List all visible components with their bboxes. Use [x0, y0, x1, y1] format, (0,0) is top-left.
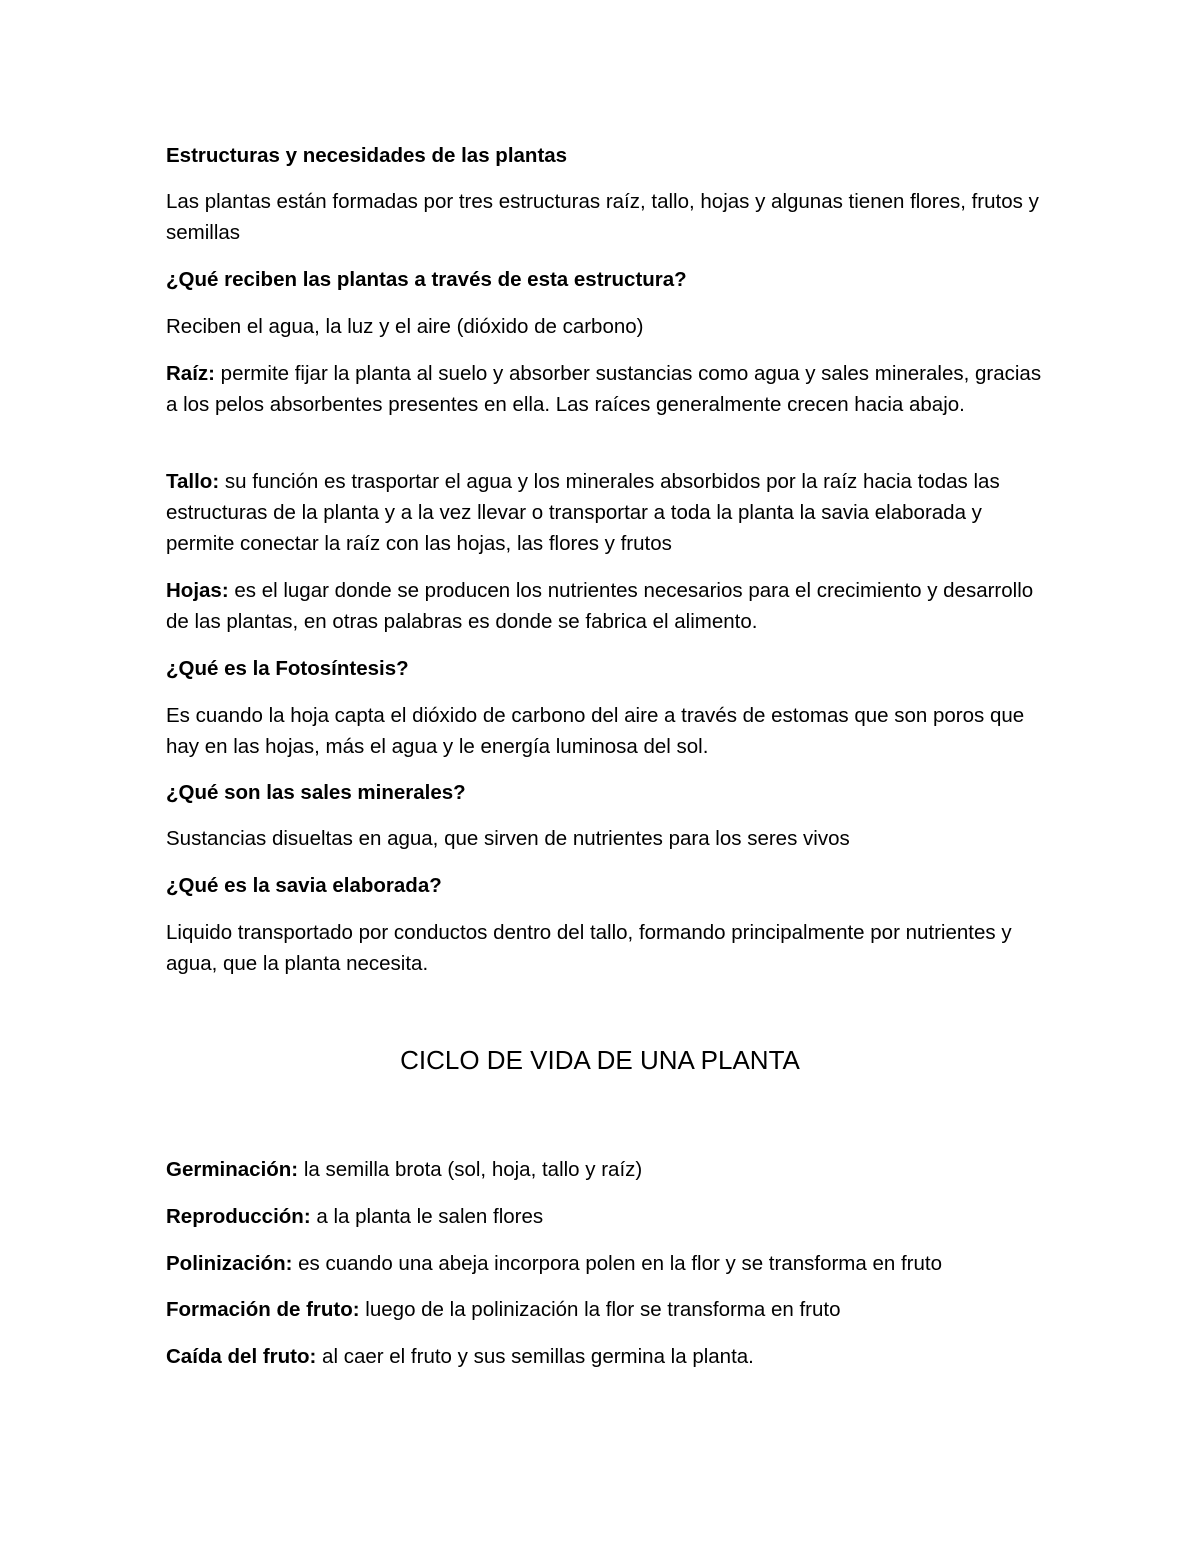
raiz-text: permite fijar la planta al suelo y absorber sustancias como agua y sales minerales, gracias a los pelos absorbentes presentes en ella. Las raíces generalmente crecen hacia abajo.	[166, 362, 1042, 416]
cycle-item-label: Germinación:	[166, 1158, 299, 1181]
tallo-paragraph	[166, 466, 1046, 559]
cycle-item-label: Polinización:	[166, 1252, 293, 1275]
question-fotosintesis: ¿Qué es la Fotosíntesis?	[166, 657, 409, 680]
tallo-text: su función es trasportar el agua y los minerales absorbidos por la raíz hacia todas las estructuras de la planta y a la vez llevar o transportar a toda la planta la savia elaborada y permite conectar la raíz con las hojas, las flores y frutos	[166, 470, 1000, 555]
answer-fotosintesis: Es cuando la hoja capta el dióxido de carbono del aire a través de estomas que son poros que hay en las hojas, más el agua y le energía luminosa del sol.	[166, 704, 1025, 758]
answer-sales-minerales: Sustancias disueltas en agua, que sirven de nutrientes para los seres vivos	[166, 827, 850, 850]
question-savia: ¿Qué es la savia elaborada?	[166, 874, 442, 897]
cycle-item	[166, 1201, 1046, 1232]
hojas-label: Hojas:	[166, 579, 229, 602]
cycle-item	[166, 1341, 1046, 1372]
cycle-item-text: luego de la polinización la flor se transforma en fruto	[359, 1298, 841, 1321]
cycle-item	[166, 1154, 1046, 1185]
answer-savia: Liquido transportado por conductos dentro del tallo, formando principalmente por nutrientes y agua, que la planta necesita.	[166, 921, 1012, 975]
cycle-item	[166, 1248, 1046, 1279]
answer-reciben: Reciben el agua, la luz y el aire (dióxido de carbono)	[166, 315, 644, 338]
question-sales-minerales: ¿Qué son las sales minerales?	[166, 781, 466, 804]
hojas-paragraph	[166, 575, 1046, 637]
cycle-item-text: la semilla brota (sol, hoja, tallo y raíz)	[298, 1158, 643, 1181]
cycle-title: CICLO DE VIDA DE UNA PLANTA	[400, 1045, 800, 1075]
hojas-text: es el lugar donde se producen los nutrientes necesarios para el crecimiento y desarrollo de las plantas, en otras palabras es donde se fabrica el alimento.	[166, 579, 1034, 633]
tallo-label: Tallo:	[166, 470, 220, 493]
intro-paragraph: Las plantas están formadas por tres estructuras raíz, tallo, hojas y algunas tienen flores, frutos y semillas	[166, 190, 1039, 244]
cycle-item-text: al caer el fruto y sus semillas germina la planta.	[316, 1345, 754, 1368]
raiz-label: Raíz:	[166, 362, 215, 385]
raiz-paragraph	[166, 358, 1046, 420]
cycle-item-label: Reproducción:	[166, 1205, 311, 1228]
cycle-item-text: es cuando una abeja incorpora polen en la flor y se transforma en fruto	[292, 1252, 943, 1275]
cycle-item-label: Caída del fruto:	[166, 1345, 317, 1368]
cycle-item-label: Formación de fruto:	[166, 1298, 360, 1321]
cycle-item	[166, 1294, 1046, 1325]
cycle-item-text: a la planta le salen flores	[310, 1205, 544, 1228]
section-heading-estructuras: Estructuras y necesidades de las plantas	[166, 144, 568, 167]
question-reciben: ¿Qué reciben las plantas a través de esta estructura?	[166, 268, 687, 291]
